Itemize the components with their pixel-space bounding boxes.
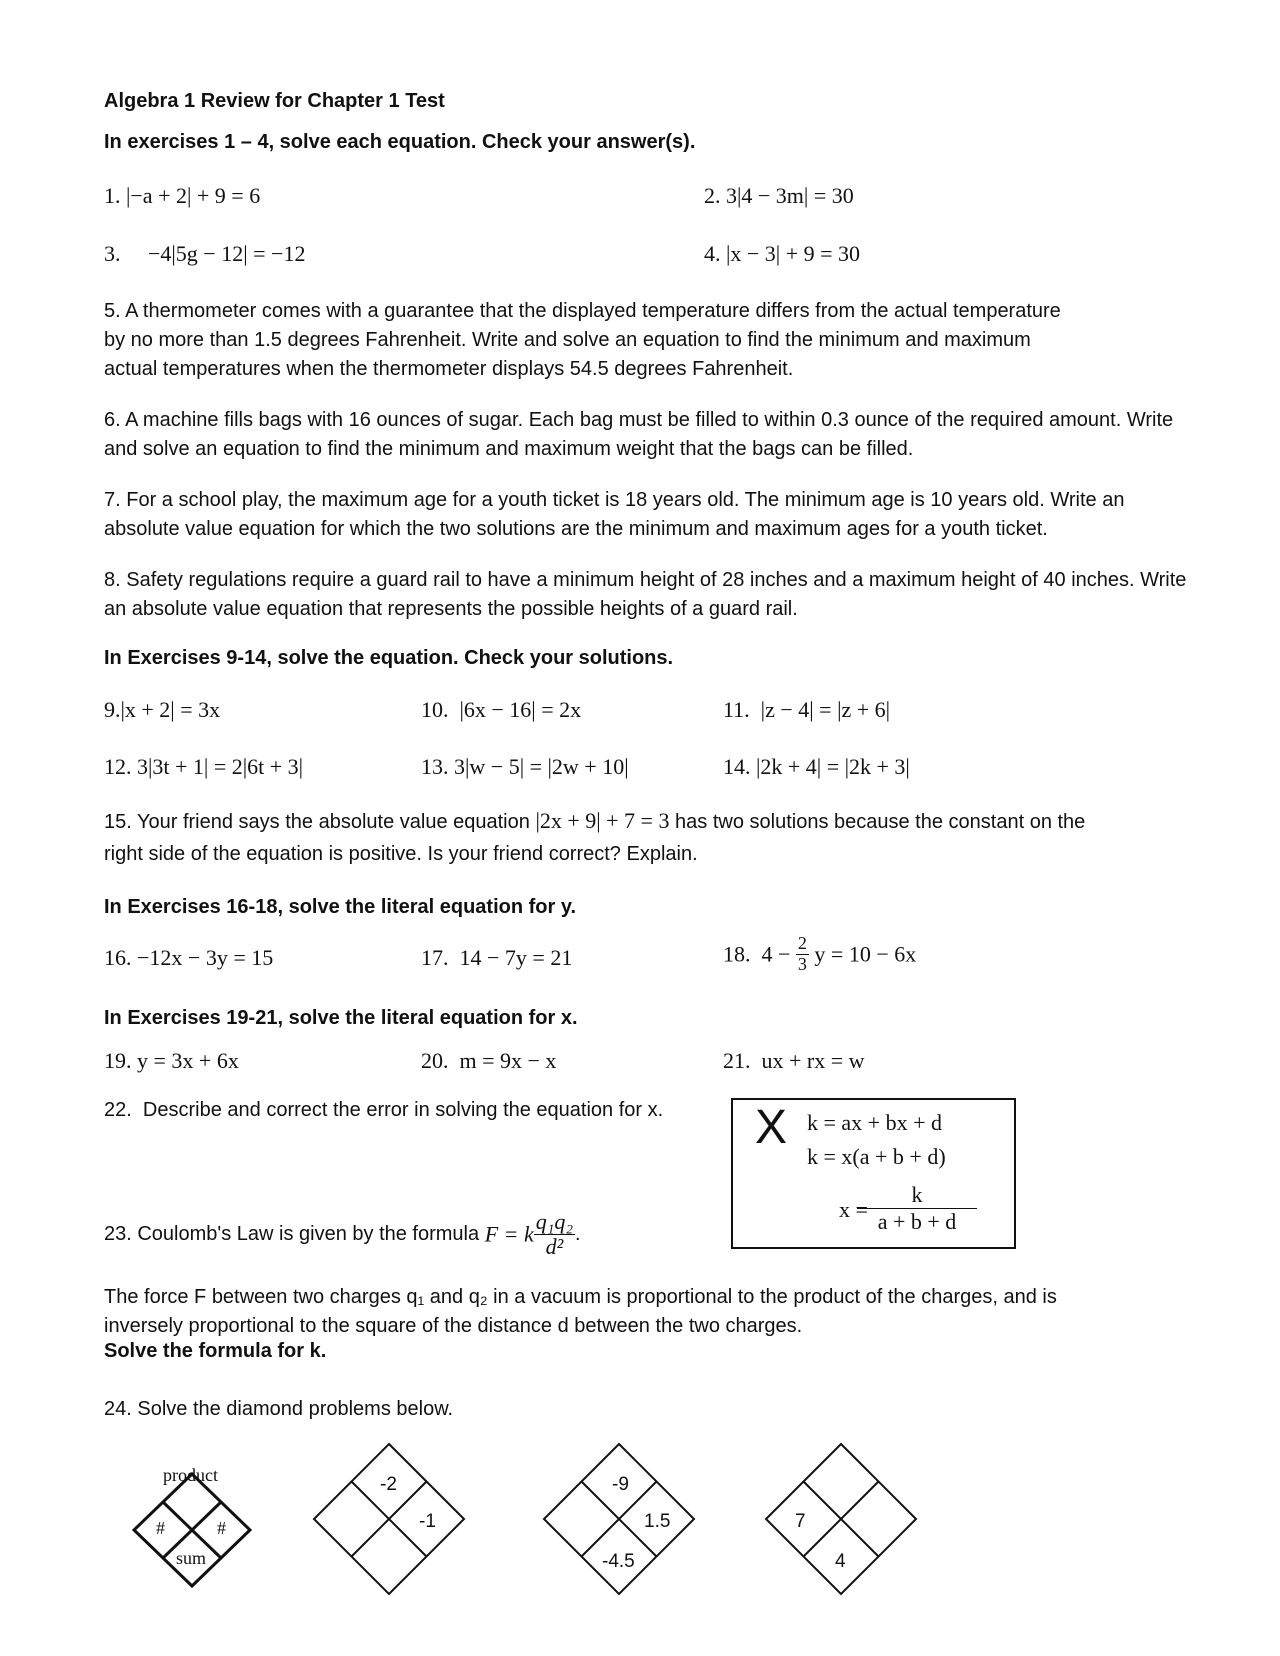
problem-23-denominator: d² [545,1234,564,1260]
diamond-legend-shape [126,1470,258,1596]
section-heading-3: In Exercises 16-18, solve the literal equation for y. [104,896,577,918]
diamond-2-top: -9 [612,1474,629,1495]
exercise-9: 9.|x + 2| = 3x [104,697,221,722]
error-x-mark: X [755,1101,788,1154]
exercise-2: 2. 3|4 − 3m| = 30 [704,183,854,208]
exercise-19: 19. y = 3x + 6x [104,1048,239,1073]
diamond-2-bottom: -4.5 [602,1551,635,1572]
diamond-2-right: 1.5 [644,1511,671,1532]
diamond-legend-left: # [156,1518,165,1538]
diamond-3-bottom: 4 [835,1551,846,1572]
problem-24: 24. Solve the diamond problems below. [104,1398,454,1420]
exercise-3: 3. −4|5g − 12| = −12 [104,241,306,266]
problem-8: 8. Safety regulations require a guard rail to have a minimum height of 28 inches and a maximum height of 40 inches. Write an absolute value equation that represents the possible heights of a guard rail. [104,569,1187,620]
problem-23-line-1 [104,1210,581,1259]
problem-23-formula-fraction [534,1210,575,1259]
diamond-1 [312,1442,466,1596]
error-step-3-fraction [857,1182,977,1236]
diamond-3-left: 7 [795,1511,806,1532]
error-step-3-numerator: k [857,1182,977,1209]
diamond-legend-sum: sum [176,1548,207,1568]
diamond-legend-right: # [217,1518,226,1538]
diamond-1-top: -2 [380,1474,397,1495]
exercise-13: 13. 3|w − 5| = |2w + 10| [421,754,629,779]
problem-23-formula-lhs: F = k [484,1221,534,1247]
exercise-18 [723,934,916,975]
exercise-4: 4. |x − 3| + 9 = 30 [704,241,861,266]
exercise-21: 21. ux + rx = w [723,1048,865,1073]
problem-7: 7. For a school play, the maximum age for a youth ticket is 18 years old. The minimum age is 10 years old. Write an absolute value equation for which the two solutions are the minimum and maximum ages for a youth ticket. [104,489,1125,540]
diamond-1-right: -1 [419,1511,436,1532]
error-box [731,1098,1016,1249]
error-step-2: k = x(a + b + d) [807,1144,946,1169]
exercise-18-fraction [796,934,809,975]
page-title: Algebra 1 Review for Chapter 1 Test [104,90,445,112]
error-step-1: k = ax + bx + d [807,1110,942,1135]
error-step-3-lhs: x = [839,1197,868,1222]
problem-23-period: . [575,1223,581,1246]
exercise-17: 17. 14 − 7y = 21 [421,945,573,970]
exercise-18-suffix: y = 10 − 6x [814,941,917,967]
exercise-1: 1. |−a + 2| + 9 = 6 [104,183,261,208]
problem-6: 6. A machine fills bags with 16 ounces of sugar. Each bag must be filled to within 0.3 ounce of the required amount. Write and solve an equation to find the minimum and maximum weight that the bags can be filled. [104,409,1174,460]
section-heading-1: In exercises 1 – 4, solve each equation. Check your answer(s). [104,131,696,153]
diamond-legend-product: product [163,1465,218,1485]
exercise-10: 10. |6x − 16| = 2x [421,697,582,722]
exercise-12: 12. 3|3t + 1| = 2|6t + 3| [104,754,304,779]
problem-15-text-b: has two solutions because the constant on the [675,811,1086,833]
exercise-14: 14. |2k + 4| = |2k + 3| [723,754,910,779]
problem-23-numerator: q₁q₂ [535,1209,574,1234]
problem-23-instruction: Solve the formula for k. [104,1340,327,1362]
problem-22: 22. Describe and correct the error in solving the equation for x. [104,1099,664,1121]
problem-5: 5. A thermometer comes with a guarantee that the displayed temperature differs from the actual temperature by no more than 1.5 degrees Fahrenheit. Write and solve an equation to find the minimum and maximum actual temperatures when the thermometer displays 54.5 degrees Fahrenheit. [104,300,1061,380]
exercise-16: 16. −12x − 3y = 15 [104,945,274,970]
problem-15-line-2: right side of the equation is positive. Is your friend correct? Explain. [104,843,698,865]
error-step-3-denominator: a + b + d [877,1209,957,1235]
exercise-20: 20. m = 9x − x [421,1048,557,1073]
section-heading-2: In Exercises 9-14, solve the equation. Check your solutions. [104,647,674,669]
problem-23-text-a: 23. Coulomb's Law is given by the formula [104,1223,480,1246]
problem-15-text-a: 15. Your friend says the absolute value equation [104,811,530,833]
exercise-18-denominator: 3 [797,953,807,974]
problem-23-description: The force F between two charges q₁ and q₂ in a vacuum is proportional to the product of the charges, and is inversely proportional to the square of the distance d between the two charges. [104,1286,1057,1337]
exercise-18-numerator: 2 [797,933,807,953]
exercise-18-prefix: 18. 4 − [723,941,791,967]
exercise-11: 11. |z − 4| = |z + 6| [723,697,891,722]
problem-15-line-1 [104,808,1085,834]
section-heading-4: In Exercises 19-21, solve the literal equation for x. [104,1007,578,1029]
problem-15-equation: |2x + 9| + 7 = 3 [535,808,670,833]
